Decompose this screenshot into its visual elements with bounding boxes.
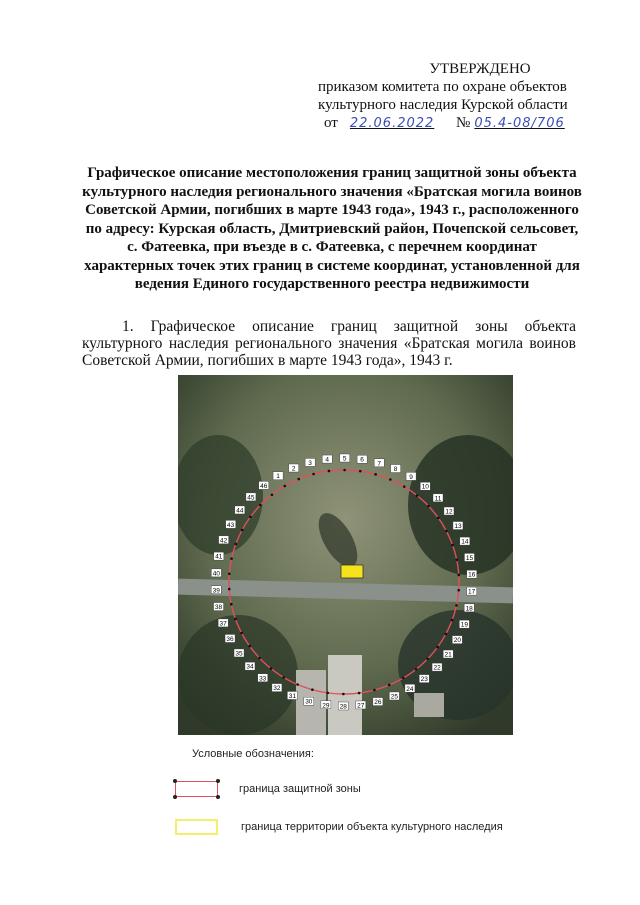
point-label: 22 — [433, 664, 441, 672]
point-label: 44 — [236, 507, 244, 515]
point-label: 3 — [308, 459, 312, 467]
boundary-point — [283, 485, 286, 488]
approval-date-line — [300, 114, 600, 133]
point-label: 39 — [212, 587, 220, 595]
point-label: 19 — [460, 621, 468, 629]
approval-line-2: культурного наследия Курской области — [318, 97, 568, 113]
boundary-point — [248, 645, 251, 648]
boundary-point — [455, 558, 458, 561]
boundary-point — [297, 478, 300, 481]
point-label: 13 — [454, 523, 462, 531]
boundary-point — [228, 572, 231, 575]
boundary-point — [427, 505, 430, 508]
point-label: 35 — [235, 650, 243, 658]
number-prefix: № — [456, 115, 471, 131]
boundary-point — [271, 493, 274, 496]
boundary-point — [445, 633, 448, 636]
boundary-point — [328, 470, 331, 473]
boundary-point — [230, 603, 233, 606]
legend-label-object: граница территории объекта культурного наследия — [241, 821, 503, 833]
approval-line-1: приказом комитета по охране объектов — [318, 79, 567, 95]
boundary-point — [415, 668, 418, 671]
boundary-point — [402, 677, 405, 680]
boundary-point — [455, 604, 458, 607]
boundary-point — [311, 688, 314, 691]
point-label: 41 — [215, 553, 223, 561]
date-prefix: от — [324, 115, 338, 131]
approval-heading: УТВЕРЖДЕНО — [429, 61, 531, 77]
point-label: 4 — [325, 456, 330, 464]
point-label: 11 — [434, 495, 442, 503]
point-label: 29 — [322, 702, 330, 710]
building — [328, 655, 362, 735]
point-label: 38 — [214, 604, 223, 612]
boundary-point — [436, 646, 439, 649]
point-label: 14 — [461, 538, 469, 546]
point-label: 12 — [445, 508, 453, 516]
building — [414, 693, 444, 717]
approval-date: 22.06.2022 — [349, 116, 435, 131]
boundary-point — [326, 692, 329, 695]
point-label: 30 — [305, 698, 313, 706]
boundary-point — [240, 632, 243, 635]
point-label: 45 — [247, 494, 255, 502]
point-label: 21 — [444, 651, 452, 659]
boundary-point — [230, 557, 233, 560]
point-label: 2 — [291, 465, 296, 473]
heritage-object-territory — [341, 565, 363, 578]
point-label: 24 — [406, 685, 414, 693]
satellite-map — [178, 375, 513, 735]
point-label: 1 — [276, 473, 280, 481]
boundary-point — [258, 657, 261, 660]
boundary-point — [259, 504, 262, 507]
boundary-point — [451, 619, 454, 622]
boundary-point — [312, 473, 315, 476]
point-label: 43 — [227, 521, 235, 529]
boundary-point — [358, 692, 361, 695]
point-label: 5 — [342, 455, 347, 463]
boundary-point — [343, 469, 346, 472]
boundary-point — [388, 684, 391, 687]
point-label: 8 — [393, 466, 398, 474]
point-label: 28 — [339, 703, 347, 711]
point-label: 46 — [260, 482, 268, 490]
boundary-point — [457, 589, 460, 592]
boundary-point — [451, 544, 454, 547]
boundary-point — [296, 683, 299, 686]
boundary-point — [457, 574, 460, 577]
point-label: 26 — [374, 699, 382, 707]
boundary-point — [342, 693, 345, 696]
point-label: 40 — [212, 570, 220, 578]
boundary-point — [282, 676, 285, 679]
boundary-point — [359, 470, 362, 473]
map-svg — [178, 375, 513, 735]
section-text: Графическое описание границ защитной зоны объекта культурного наследия регионального значения «Братская могила воинов Советской Армии, погибших в марте 1943 года», 1943 г. — [82, 318, 576, 369]
point-label: 42 — [220, 537, 228, 545]
point-label: 20 — [453, 637, 461, 645]
point-label: 16 — [468, 571, 476, 579]
point-label: 23 — [420, 676, 428, 684]
point-label: 7 — [377, 460, 382, 468]
legend-title: Условные обозначения: — [192, 748, 314, 760]
section-number: 1. — [122, 318, 134, 335]
boundary-point — [234, 618, 237, 621]
boundary-point — [249, 516, 252, 519]
point-label: 33 — [259, 675, 267, 683]
section-paragraph — [82, 318, 576, 369]
point-label: 32 — [273, 685, 281, 693]
boundary-point — [403, 485, 406, 488]
point-label: 36 — [226, 635, 234, 643]
boundary-point — [241, 529, 244, 532]
point-label: 18 — [465, 605, 473, 613]
point-label: 10 — [421, 483, 429, 491]
boundary-point — [235, 543, 238, 546]
boundary-point — [445, 530, 448, 533]
point-label: 31 — [288, 692, 296, 700]
boundary-point — [437, 517, 440, 520]
object-boundary-swatch — [175, 819, 218, 835]
boundary-point — [389, 478, 392, 481]
point-label: 34 — [246, 663, 254, 671]
boundary-point — [228, 588, 231, 591]
point-label: 6 — [360, 456, 364, 464]
point-label: 27 — [357, 702, 365, 710]
boundary-point — [416, 494, 419, 497]
point-label: 17 — [468, 588, 476, 596]
boundary-point — [270, 667, 273, 670]
point-label: 15 — [465, 554, 474, 562]
document-title: Графическое описание местоположения границ защитной зоны объекта культурного наследия регионального значения «Братская могила воинов Советской Армии, погибших в марте 1943 года», 1943 г., расположенного по адресу: Курская область, Дмитриевский район, Почепской сельсовет, с. Фатеевка, при въезде в с. Фатеевка, с перечнем координат характерных точек этих границ в системе координат, установленной для ведения Единого государственного реестра недвижимости — [82, 165, 582, 292]
point-label: 9 — [409, 473, 413, 481]
zone-boundary-swatch — [175, 781, 218, 797]
boundary-point — [374, 473, 377, 476]
approval-number: 05.4-08/706 — [474, 116, 565, 131]
legend-label-zone: граница защитной зоны — [239, 783, 361, 795]
point-label: 25 — [390, 693, 398, 701]
point-label: 37 — [219, 620, 227, 628]
boundary-point — [373, 689, 376, 692]
approval-stamp — [300, 60, 600, 133]
boundary-point — [426, 658, 429, 661]
